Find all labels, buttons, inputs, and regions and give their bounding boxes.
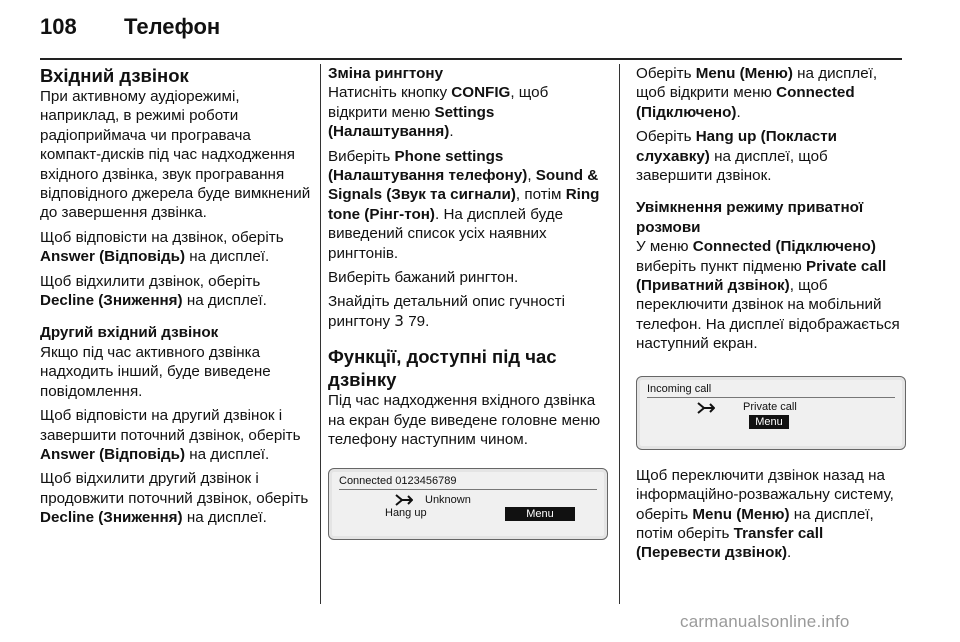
answer-paragraph: Щоб відповісти на дзвінок, оберіть Answer (Відповідь) на дисплеї. <box>40 228 284 266</box>
page-header <box>40 14 220 40</box>
hang-up-label: Hang up <box>385 506 427 519</box>
select-ringtone-paragraph: Виберіть бажаний рингтон. <box>328 269 519 287</box>
incoming-call-heading: Вхідний дзвінок <box>40 65 189 86</box>
private-mode-heading: Увімкнення режиму приватної розмови <box>636 199 864 236</box>
decline-paragraph: Щоб відхилити дзвінок, оберіть Decline (Зниження) на дисплеї. <box>40 272 267 310</box>
watermark: carmanualsonline.info <box>680 612 850 631</box>
caller-name: Private call <box>743 400 797 413</box>
decline-second-paragraph: Щоб відхилити другий дзвінок і продовжити поточний дзвінок, оберіть Decline (Зниження) на дисплеї. <box>40 470 309 527</box>
menu-softkey: Menu <box>749 415 789 429</box>
second-call-heading: Другий вхідний дзвінок <box>40 324 219 342</box>
column-2 <box>328 64 608 550</box>
connected-screen-illustration <box>328 468 608 540</box>
column-divider-2 <box>619 64 620 604</box>
section-title: Телефон <box>124 14 221 39</box>
hang-up-paragraph: Оберіть Hang up (Покласти слухавку) на дисплеї, щоб завершити дзвінок. <box>636 128 838 185</box>
config-paragraph: Натисніть кнопку CONFIG, щоб відкрити меню Settings (Налаштування). <box>328 84 549 141</box>
phone-settings-paragraph: Виберіть Phone settings (Налаштування телефону), Sound & Signals (Звук та сигнали), потім Ring tone (Рінг-тон). На дисплей буде виведений список усіх наявних рингтонів. <box>328 147 600 262</box>
incoming-call-text: При активному аудіорежимі, наприклад, в режимі роботи радіоприймача чи програвача компакт-дисків під час надходження вхідного дзвінка, звук програвання відповідного джерела буде вимкнений до завершення дзвінка. <box>40 88 311 222</box>
column-divider-1 <box>320 64 321 604</box>
private-call-screen-illustration <box>636 376 906 450</box>
screen-title: Incoming call <box>647 383 895 398</box>
answer-second-paragraph: Щоб відповісти на другий дзвінок і завершити поточний дзвінок, оберіть Answer (Відповідь) на дисплеї. <box>40 407 301 463</box>
caller-name: Unknown <box>425 493 471 506</box>
transfer-paragraph: Щоб переключити дзвінок назад на інформаційно-розважальну систему, оберіть Menu (Меню) на дисплеї, потім оберіть Transfer call (Перевести дзвінок). <box>636 466 894 562</box>
answer-term: Answer (Відповідь) <box>40 248 186 266</box>
screen-title: Connected 0123456789 <box>339 475 597 490</box>
volume-reference-paragraph: Знайдіть детальний опис гучності рингтону 3 79. <box>328 293 565 330</box>
decline-term: Decline (Зниження) <box>40 292 183 310</box>
page-ref-icon: 3 <box>394 311 404 330</box>
phone-call-icon <box>395 493 413 507</box>
page-number: 108 <box>40 14 77 39</box>
functions-heading: Функції, доступні під час дзвінку <box>328 346 557 391</box>
menu-softkey: Menu <box>505 507 575 521</box>
ringtone-heading: Зміна рингтону <box>328 65 444 82</box>
phone-call-icon <box>697 401 715 415</box>
menu-paragraph: Оберіть Menu (Меню) на дисплеї, щоб відкрити меню Connected (Підключено). <box>636 65 878 121</box>
private-call-paragraph: У меню Connected (Підключено) виберіть пункт підменю Private call (Приватний дзвінок), щоб переключити дзвінок на мобільний телефон. На дисплеї відображається наступний екран. <box>636 238 900 353</box>
decline-second-term: Decline (Зниження) <box>40 509 183 527</box>
header-divider <box>40 58 902 60</box>
column-1 <box>40 64 312 533</box>
second-call-text: Якщо під час активного дзвінка надходить інший, буде виведене повідомлення. <box>40 343 271 400</box>
answer-second-term: Answer (Відповідь) <box>40 445 186 463</box>
functions-text: Під час надходження вхідного дзвінка на екран буде виведене головне меню телефону наступним чином. <box>328 392 601 449</box>
column-3 <box>636 64 906 568</box>
